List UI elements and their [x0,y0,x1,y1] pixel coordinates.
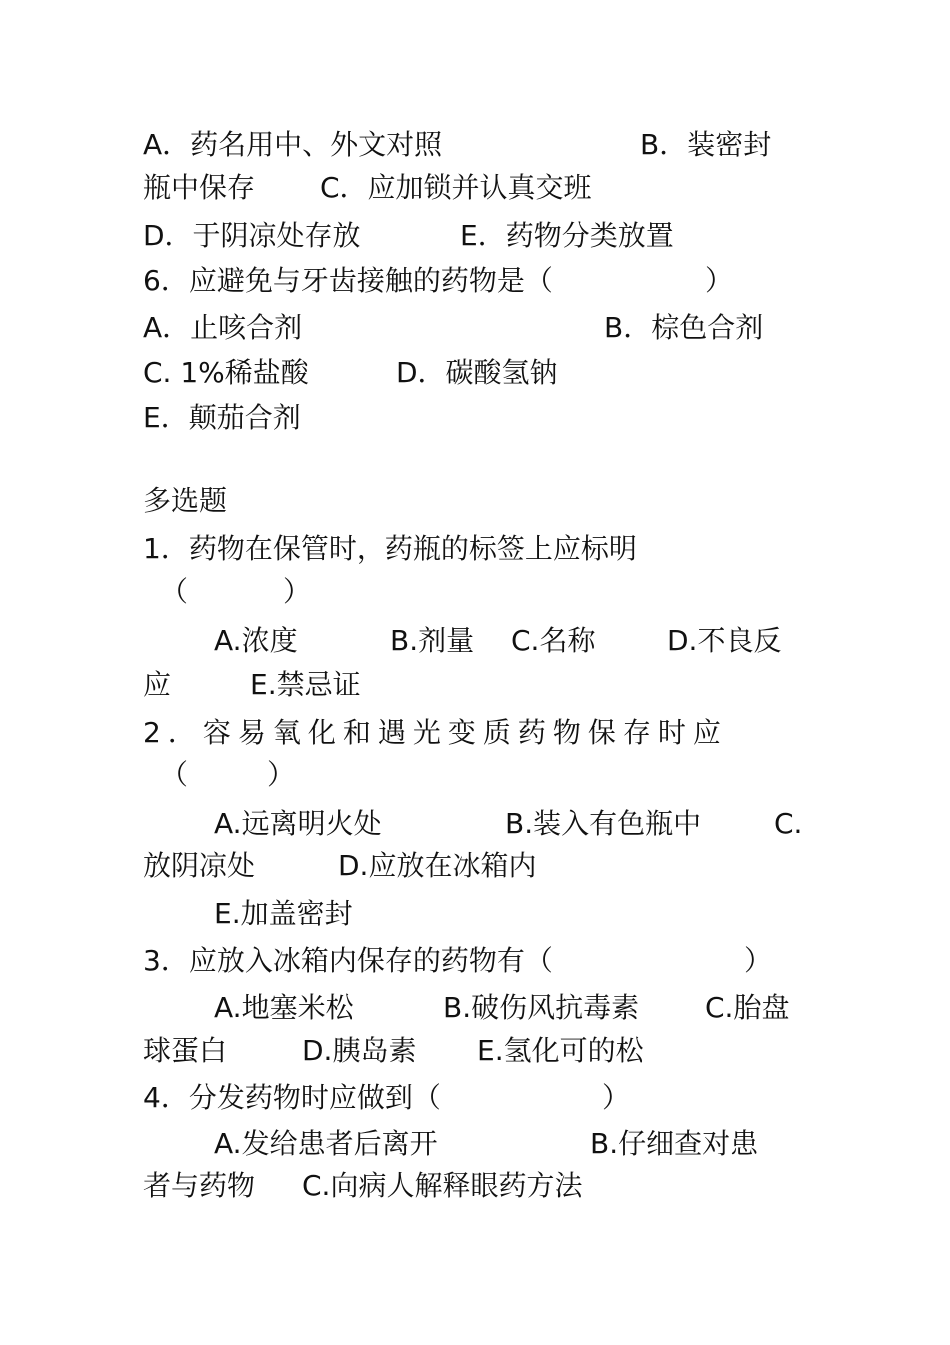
question-6: 6．应避免与牙齿接触的药物是（ [143,264,553,297]
mq3-option-c: C.胎盘 [705,991,790,1024]
mq-1: 1．药物在保管时，药瓶的标签上应标明 [143,532,637,565]
mq3-option-c-cont: 球蛋白 [143,1034,228,1067]
mq1-option-c: C.名称 [511,624,596,657]
mq-3-paren: ） [744,944,773,977]
mq-4: 4．分发药物时应做到（ [143,1081,441,1114]
mq-1-paren-open: （ [160,575,189,608]
q6-option-a: A．止咳合剂 [143,311,303,344]
q5-option-d: D．于阴凉处存放 [143,219,361,252]
q5-option-b-cont: 瓶中保存 [143,171,256,204]
q6-option-b: B．棕色合剂 [604,311,764,344]
q6-option-c: C. 1%稀盐酸 [143,356,309,389]
mq1-option-d: D.不良反 [667,624,782,657]
mq-4-paren: ） [602,1081,631,1114]
mq2-option-b: B.装入有色瓶中 [505,807,702,840]
mq-2-paren-close: ） [267,758,296,791]
q5-option-e: E．药物分类放置 [460,219,674,252]
mq-2: 2．容易氧化和遇光变质药物保存时应 [143,716,728,749]
mq3-option-d: D.胰岛素 [302,1034,417,1067]
section-heading: 多选题 [143,484,228,517]
q6-option-d: D．碳酸氢钠 [396,356,558,389]
mq1-option-b: B.剂量 [390,624,475,657]
mq3-option-b: B.破伤风抗毒素 [443,991,640,1024]
mq3-option-a: A.地塞米松 [214,991,354,1024]
mq2-option-d: D.应放在冰箱内 [338,849,537,882]
mq1-option-e: E.禁忌证 [250,668,361,701]
q5-option-b: B．装密封 [640,128,772,161]
mq4-option-b: B.仔细查对患 [590,1127,759,1160]
mq2-option-e: E.加盖密封 [214,897,353,930]
mq2-option-c: C. [774,807,803,840]
mq2-option-a: A.远离明火处 [214,807,382,840]
q5-option-a: A．药名用中、外文对照 [143,128,443,161]
mq-3: 3．应放入冰箱内保存的药物有（ [143,944,553,977]
mq4-option-a: A.发给患者后离开 [214,1127,438,1160]
q5-option-c: C．应加锁并认真交班 [320,171,592,204]
q6-option-e: E．颠茄合剂 [143,401,301,434]
mq1-option-a: A.浓度 [214,624,298,657]
question-6-paren: ） [705,264,734,297]
mq-1-paren-close: ） [283,575,312,608]
mq-2-paren-open: （ [160,758,189,791]
mq3-option-e: E.氢化可的松 [477,1034,644,1067]
mq2-option-c-cont: 放阴凉处 [143,849,256,882]
mq4-option-b-cont: 者与药物 [143,1169,256,1202]
mq4-option-c: C.向病人解释眼药方法 [302,1169,583,1202]
mq1-option-d-cont: 应 [143,668,172,701]
